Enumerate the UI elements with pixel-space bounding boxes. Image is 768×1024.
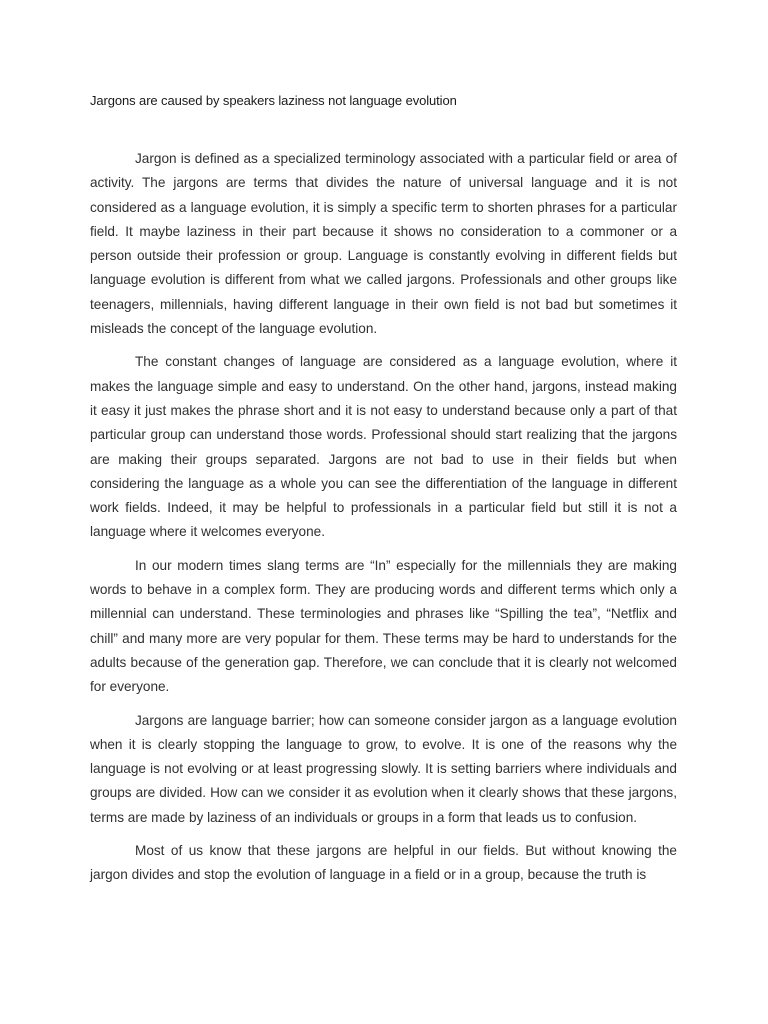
document-body: [90, 147, 677, 897]
paragraph-4: Jargons are language barrier; how can someone consider jargon as a language evolution when it is clearly stopping the language to grow, to evolve. It is one of the reasons why the language is not evolving or at least progressing slowly. It is setting barriers where individuals and groups are divided. How can we consider it as evolution when it clearly shows that these jargons, terms are made by laziness of an individuals or groups in a form that leads us to confusion.: [90, 712, 677, 825]
paragraph-1: Jargon is defined as a specialized terminology associated with a particular field or area of activity. The jargons are terms that divides the nature of universal language and it is not considered as a language evolution, it is simply a specific term to shorten phrases for a particular field. It maybe laziness in their part because it shows no consideration to a commoner or a person outside their profession or group. Language is constantly evolving in different fields but language evolution is different from what we called jargons. Professionals and other groups like teenagers, millennials, having different language in their own field is not bad but sometimes it misleads the concept of the language evolution.: [90, 151, 677, 337]
paragraph-3: In our modern times slang terms are “In” especially for the millennials they are making words to behave in a complex form. They are producing words and different terms which only a millennial can understand. These terminologies and phrases like “Spilling the tea”, “Netflix and chill” and many more are very popular for them. These terms may be hard to understands for the adults because of the generation gap. Therefore, we can conclude that it is clearly not welcomed for everyone.: [90, 557, 677, 695]
paragraph-5: Most of us know that these jargons are helpful in our fields. But without knowing the jargon divides and stop the evolution of language in a field or in a group, because the truth is: [90, 843, 677, 883]
paragraph-2: The constant changes of language are considered as a language evolution, where it makes the language simple and easy to understand. On the other hand, jargons, instead making it easy it just makes the phrase short and it is not easy to understand because only a part of that particular group can understand those words. Professional should start realizing that the jargons are making their groups separated. Jargons are not bad to use in their fields but when considering the language as a whole you can see the differentiation of the language in different work fields. Indeed, it may be helpful to professionals in a particular field but still it is not a language where it welcomes everyone.: [90, 354, 677, 540]
document-title: Jargons are caused by speakers laziness not language evolution: [90, 93, 457, 108]
